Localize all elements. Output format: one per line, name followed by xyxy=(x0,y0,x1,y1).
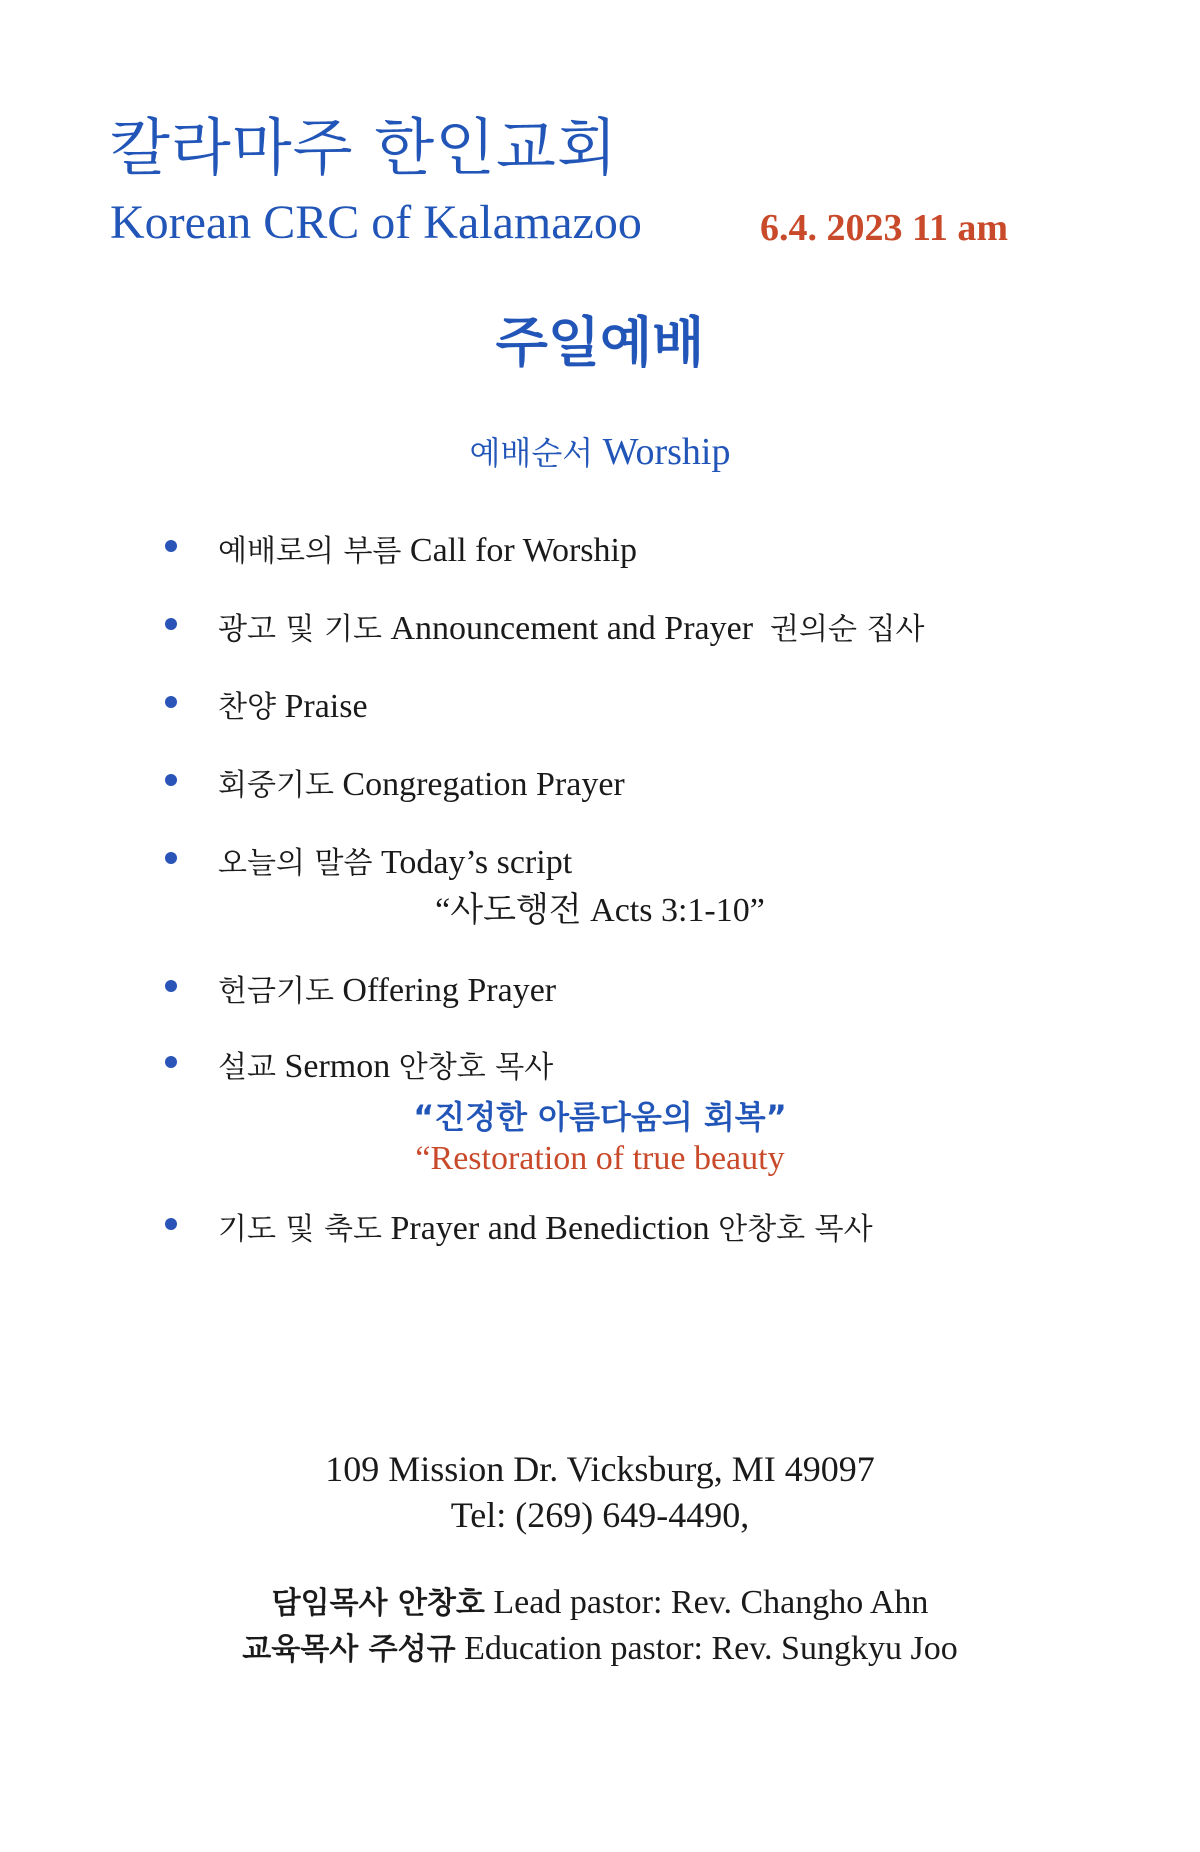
church-phone: Tel: (269) 649-4490, xyxy=(450,1495,750,1535)
order-item-text xyxy=(218,838,572,882)
lead-pastor-english: Lead pastor: Rev. Changho Ahn xyxy=(493,1584,929,1621)
order-item-leader: 권의순 집사 xyxy=(770,612,925,647)
order-item-korean: 찬양 xyxy=(218,690,276,725)
order-heading-english: Worship xyxy=(602,431,731,473)
order-item-korean: 설교 xyxy=(218,1050,276,1085)
order-item-text xyxy=(218,604,924,648)
bullet-icon xyxy=(165,618,177,630)
order-item-korean: 광고 및 기도 xyxy=(218,612,382,647)
bullet-icon xyxy=(165,774,177,786)
bullet-icon xyxy=(165,1218,177,1230)
church-address: 109 Mission Dr. Vicksburg, MI 49097 xyxy=(325,1449,875,1489)
order-item-text xyxy=(218,966,556,1010)
order-item-text xyxy=(218,760,625,804)
lead-pastor-line xyxy=(0,1578,1200,1622)
order-item-english: Prayer and Benediction xyxy=(390,1210,710,1247)
order-item-english: Announcement and Prayer xyxy=(390,610,754,647)
order-item-english: Praise xyxy=(284,688,368,725)
order-item-text xyxy=(218,1042,553,1086)
order-item-english: Offering Prayer xyxy=(342,972,557,1009)
service-title: 주일예배 xyxy=(495,311,705,374)
bullet-icon xyxy=(165,852,177,864)
order-item-english: Congregation Prayer xyxy=(342,766,625,803)
order-item-korean: 회중기도 xyxy=(218,768,334,803)
bullet-icon xyxy=(165,1056,177,1068)
order-item-text xyxy=(218,1204,873,1248)
bullet-icon xyxy=(165,540,177,552)
order-item-english: Call for Worship xyxy=(409,532,637,569)
order-item-korean: 기도 및 축도 xyxy=(218,1212,382,1247)
education-pastor-korean: 교육목사 주성규 xyxy=(242,1632,456,1667)
order-item-korean: 헌금기도 xyxy=(218,974,334,1009)
order-item-leader: 안창호 목사 xyxy=(398,1050,554,1085)
service-date: 6.4. 2023 11 am xyxy=(760,207,1009,249)
order-item-text xyxy=(218,526,637,570)
scripture-reference: “사도행전 Acts 3:1-10” xyxy=(435,892,765,929)
bullet-icon xyxy=(165,980,177,992)
order-item-korean: 예배로의 부름 xyxy=(218,534,402,569)
order-item-leader: 안창호 목사 xyxy=(718,1212,873,1247)
church-title-korean: 칼라마주 한인교회 xyxy=(110,111,618,184)
bullet-icon xyxy=(165,696,177,708)
church-title-english: Korean CRC of Kalamazoo xyxy=(110,196,642,249)
sermon-title-english: “Restoration of true beauty xyxy=(415,1140,785,1177)
education-pastor-english: Education pastor: Rev. Sungkyu Joo xyxy=(464,1630,958,1667)
order-item-english: Today’s script xyxy=(380,844,573,881)
order-item-korean: 오늘의 말씀 xyxy=(218,846,373,881)
education-pastor-line xyxy=(0,1624,1200,1668)
order-heading xyxy=(0,428,1200,474)
order-item-english: Sermon xyxy=(284,1048,391,1085)
order-heading-korean: 예배순서 xyxy=(469,434,594,472)
order-item-text xyxy=(218,682,368,726)
sermon-title-korean: “진정한 아름다움의 회복” xyxy=(413,1098,787,1136)
lead-pastor-korean: 담임목사 안창호 xyxy=(271,1586,485,1621)
